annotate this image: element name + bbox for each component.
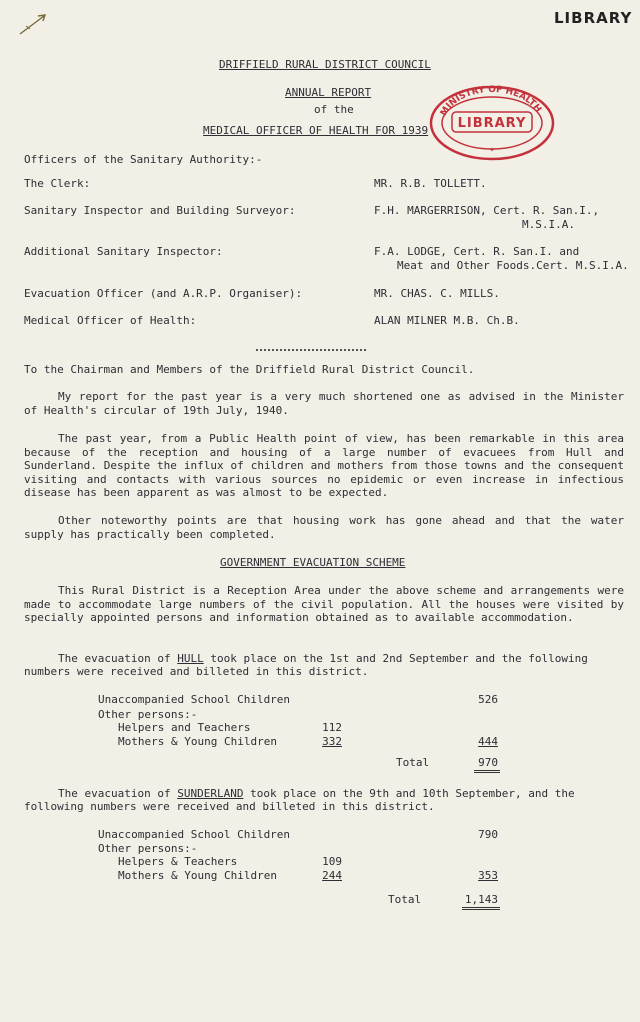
sunderland-helpers-label: Helpers & Teachers bbox=[118, 855, 238, 868]
officer-name: MR. CHAS. C. MILLS. bbox=[374, 287, 500, 300]
officer-role: The Clerk: bbox=[24, 177, 91, 190]
sunderland-total-rule bbox=[462, 907, 500, 908]
paragraph-public-health: The past year, from a Public Health point of view, has been remarkable in this area because of the reception and housing of a large number of evacuees from Hull and Sunderland. Despite the influx of children and mothers from those towns and the consequent visiting and contacts with various sources no epidemic or even increase in infectious disease has been apparent as was almost to be expected. bbox=[24, 432, 624, 500]
section-title: GOVERNMENT EVACUATION SCHEME bbox=[220, 556, 406, 569]
officer-role: Medical Officer of Health: bbox=[24, 314, 197, 327]
sunderland-total-rule bbox=[462, 909, 500, 910]
hull-unaccompanied-value: 526 bbox=[478, 693, 498, 706]
sunderland-intro-cont: following numbers were received and billeted in this district. bbox=[24, 800, 435, 813]
hull-unaccompanied-label: Unaccompanied School Children bbox=[98, 693, 291, 706]
officer-name: F.A. LODGE, Cert. R. San.I. and bbox=[374, 245, 580, 258]
address-line: To the Chairman and Members of the Driffield Rural District Council. bbox=[24, 363, 475, 376]
sunderland-mothers-total: 353 bbox=[478, 869, 498, 882]
hull-mothers-value: 332 bbox=[322, 735, 342, 748]
hull-intro-cont: numbers were received and billeted in this district. bbox=[24, 665, 369, 678]
hull-total-label: Total bbox=[396, 756, 430, 769]
library-stamp bbox=[428, 84, 556, 162]
hull-town: HULL bbox=[177, 652, 204, 665]
of-the-text: of the bbox=[314, 103, 354, 116]
sunderland-unaccompanied-label: Unaccompanied School Children bbox=[98, 828, 291, 841]
officer-role: Evacuation Officer (and A.R.P. Organiser): bbox=[24, 287, 303, 300]
officer-name-cont: M.S.I.A. bbox=[522, 218, 575, 231]
hull-helpers-value: 112 bbox=[322, 721, 342, 734]
separator bbox=[256, 349, 366, 351]
moh-title: MEDICAL OFFICER OF HEALTH FOR 1939 bbox=[203, 124, 429, 137]
stamp-center-text: LIBRARY bbox=[457, 116, 527, 131]
officer-name: F.H. MARGERRISON, Cert. R. San.I., bbox=[374, 204, 600, 217]
hull-total-rule bbox=[474, 772, 500, 773]
paragraph-circular: My report for the past year is a very much shortened one as advised in the Minister of Health's circular of 19th July, 1940. bbox=[24, 390, 624, 417]
hull-mothers-label: Mothers & Young Children bbox=[118, 735, 277, 748]
paragraph-housing: Other noteworthy points are that housing work has gone ahead and that the water supply has practically been completed. bbox=[24, 514, 624, 541]
officer-role: Sanitary Inspector and Building Surveyor: bbox=[24, 204, 296, 217]
hull-helpers-label: Helpers and Teachers bbox=[118, 721, 251, 734]
sunderland-helpers-value: 109 bbox=[322, 855, 342, 868]
library-label: LIBRARY bbox=[554, 9, 633, 27]
sunderland-town: SUNDERLAND bbox=[177, 787, 244, 800]
sunderland-intro: The evacuation of SUNDERLAND took place on the 9th and 10th September, and the bbox=[58, 787, 575, 800]
sunderland-unaccompanied-value: 790 bbox=[478, 828, 498, 841]
hull-other-label: Other persons:- bbox=[98, 708, 198, 721]
officers-heading: Officers of the Sanitary Authority:- bbox=[24, 153, 263, 166]
pencil-mark-icon bbox=[18, 12, 48, 36]
officer-name-cont: Meat and Other Foods.Cert. M.S.I.A. bbox=[397, 259, 629, 272]
hull-mothers-total: 444 bbox=[478, 735, 498, 748]
sunderland-total-value: 1,143 bbox=[464, 893, 498, 906]
sunderland-total-label: Total bbox=[388, 893, 422, 906]
sunderland-other-label: Other persons:- bbox=[98, 842, 198, 855]
officer-name: MR. R.B. TOLLETT. bbox=[374, 177, 487, 190]
sunderland-mothers-label: Mothers & Young Children bbox=[118, 869, 277, 882]
hull-total-rule bbox=[474, 770, 500, 771]
hull-intro: The evacuation of HULL took place on the 1st and 2nd September and the following bbox=[58, 652, 588, 665]
paragraph-reception-area: This Rural District is a Reception Area under the above scheme and arrangements were made to accommodate large numbers of the civil population. All the houses were visited by specially appointed persons and information obtained as to available accommodation. bbox=[24, 584, 624, 625]
stamp-star-icon: ✦ bbox=[489, 145, 495, 155]
officer-name: ALAN MILNER M.B. Ch.B. bbox=[374, 314, 520, 327]
officer-role: Additional Sanitary Inspector: bbox=[24, 245, 223, 258]
hull-total-value: 970 bbox=[478, 756, 498, 769]
sunderland-mothers-value: 244 bbox=[322, 869, 342, 882]
report-title: ANNUAL REPORT bbox=[285, 86, 372, 99]
stamp-ring-text: MINISTRY OF HEALTH bbox=[438, 84, 543, 118]
council-title: DRIFFIELD RURAL DISTRICT COUNCIL bbox=[219, 58, 431, 71]
